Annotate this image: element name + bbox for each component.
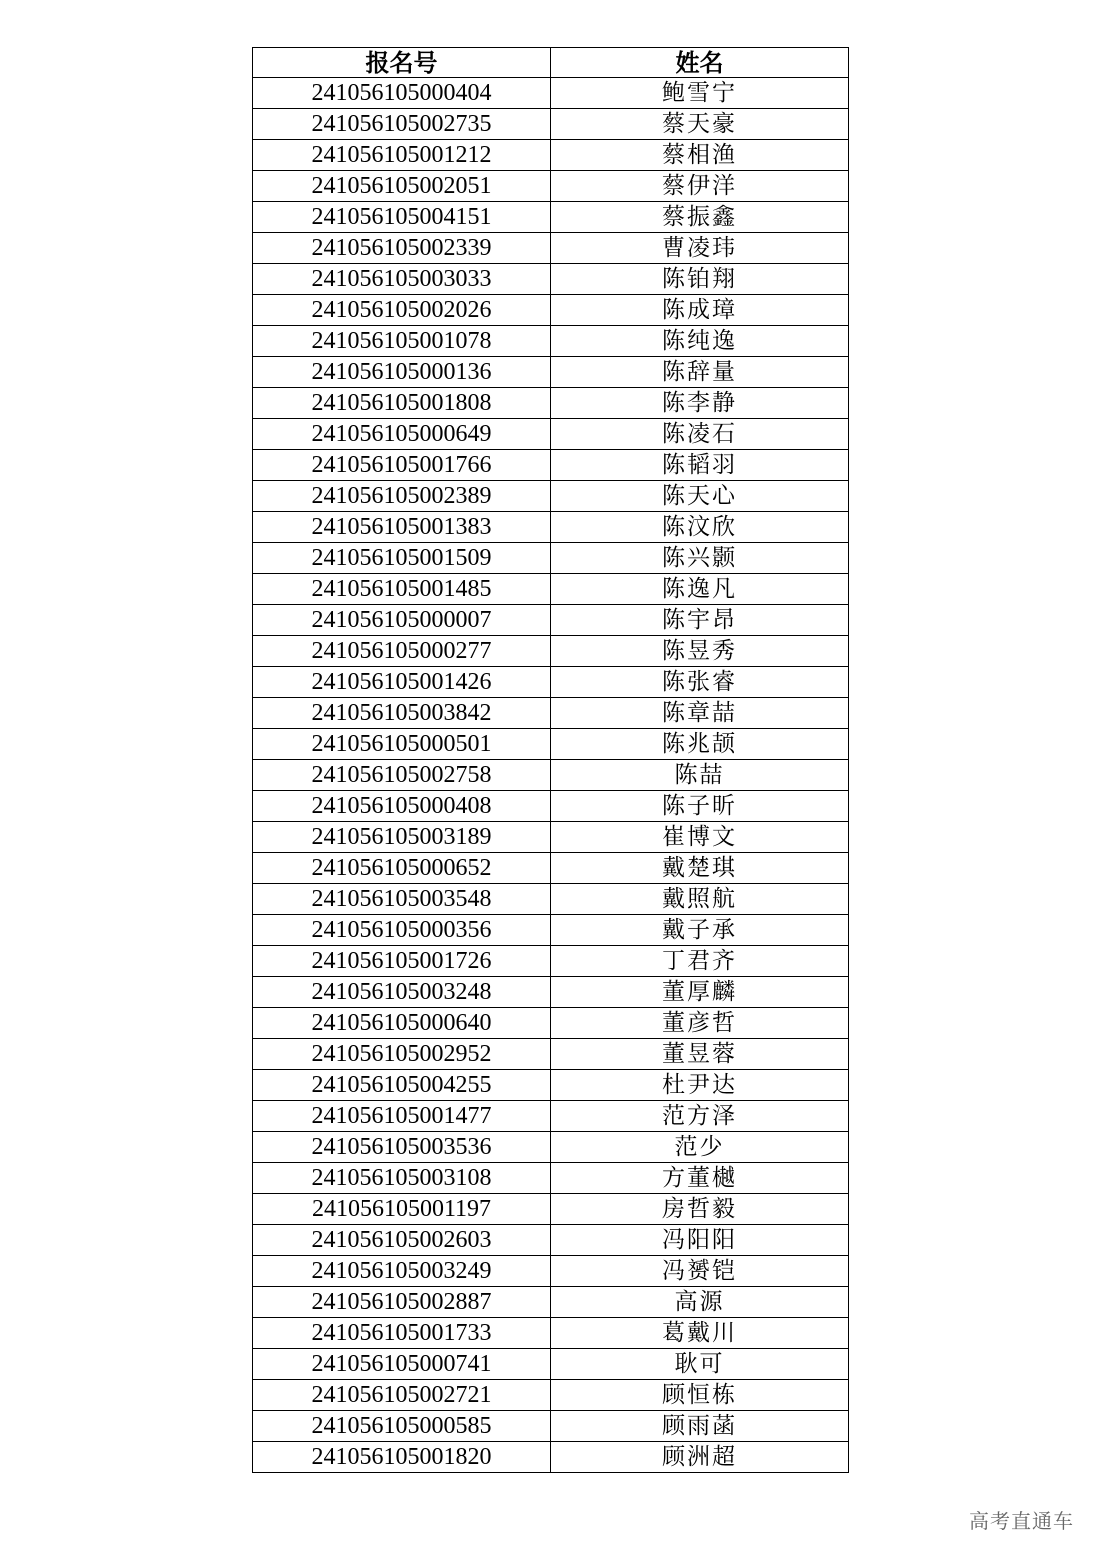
name-cell: 陈喆	[551, 760, 849, 791]
registration-number-cell: 241056105001733	[253, 1318, 551, 1349]
name-cell: 陈昱秀	[551, 636, 849, 667]
registration-number-cell: 241056105000652	[253, 853, 551, 884]
registration-number-cell: 241056105001197	[253, 1194, 551, 1225]
table-row	[253, 729, 849, 760]
table-row	[253, 481, 849, 512]
name-cell: 陈兴颢	[551, 543, 849, 574]
table-row	[253, 543, 849, 574]
name-cell: 房哲毅	[551, 1194, 849, 1225]
name-cell: 曹凌玮	[551, 233, 849, 264]
name-cell: 陈张睿	[551, 667, 849, 698]
registration-number-cell: 241056105001766	[253, 450, 551, 481]
registration-number-cell: 241056105001477	[253, 1101, 551, 1132]
registration-number-cell: 241056105000640	[253, 1008, 551, 1039]
table-row	[253, 1256, 849, 1287]
name-cell: 陈逸凡	[551, 574, 849, 605]
name-cell: 耿可	[551, 1349, 849, 1380]
table-row	[253, 512, 849, 543]
registration-number-cell: 241056105000356	[253, 915, 551, 946]
registration-number-cell: 241056105004151	[253, 202, 551, 233]
roster-table	[252, 47, 849, 1473]
registration-number-cell: 241056105002339	[253, 233, 551, 264]
name-cell: 冯赟铠	[551, 1256, 849, 1287]
registration-number-cell: 241056105002026	[253, 295, 551, 326]
name-cell: 顾洲超	[551, 1442, 849, 1473]
table-header-row	[253, 48, 849, 78]
name-cell: 陈纯逸	[551, 326, 849, 357]
table-row	[253, 140, 849, 171]
table-row	[253, 1008, 849, 1039]
table-row	[253, 760, 849, 791]
name-cell: 崔博文	[551, 822, 849, 853]
table-row	[253, 1318, 849, 1349]
registration-number-cell: 241056105002389	[253, 481, 551, 512]
name-cell: 丁君齐	[551, 946, 849, 977]
table-row	[253, 1380, 849, 1411]
table-row	[253, 326, 849, 357]
registration-number-cell: 241056105001212	[253, 140, 551, 171]
table-row	[253, 1287, 849, 1318]
table-row	[253, 698, 849, 729]
header-registration-number: 报名号	[253, 48, 551, 78]
table-row	[253, 233, 849, 264]
registration-number-cell: 241056105002887	[253, 1287, 551, 1318]
table-row	[253, 1101, 849, 1132]
table-row	[253, 1349, 849, 1380]
table-row	[253, 1225, 849, 1256]
registration-number-cell: 241056105003249	[253, 1256, 551, 1287]
table-row	[253, 1194, 849, 1225]
table-row	[253, 1442, 849, 1473]
registration-number-cell: 241056105001509	[253, 543, 551, 574]
table-row	[253, 1070, 849, 1101]
registration-number-cell: 241056105003033	[253, 264, 551, 295]
table-row	[253, 264, 849, 295]
name-cell: 冯阳阳	[551, 1225, 849, 1256]
table-row	[253, 388, 849, 419]
table-row	[253, 1039, 849, 1070]
name-cell: 陈汶欣	[551, 512, 849, 543]
registration-number-cell: 241056105003108	[253, 1163, 551, 1194]
name-cell: 顾恒栋	[551, 1380, 849, 1411]
table-row	[253, 667, 849, 698]
table-row	[253, 357, 849, 388]
table-row	[253, 1163, 849, 1194]
table-row	[253, 171, 849, 202]
registration-number-cell: 241056105002721	[253, 1380, 551, 1411]
name-cell: 戴楚琪	[551, 853, 849, 884]
registration-number-cell: 241056105000501	[253, 729, 551, 760]
registration-number-cell: 241056105000585	[253, 1411, 551, 1442]
registration-number-cell: 241056105000404	[253, 78, 551, 109]
registration-number-cell: 241056105000649	[253, 419, 551, 450]
name-cell: 陈韬羽	[551, 450, 849, 481]
name-cell: 戴子承	[551, 915, 849, 946]
name-cell: 蔡伊洋	[551, 171, 849, 202]
registration-number-cell: 241056105002758	[253, 760, 551, 791]
header-name: 姓名	[551, 48, 849, 78]
table-row	[253, 1411, 849, 1442]
name-cell: 鲍雪宁	[551, 78, 849, 109]
name-cell: 陈李静	[551, 388, 849, 419]
registration-number-cell: 241056105002051	[253, 171, 551, 202]
table-row	[253, 450, 849, 481]
registration-number-cell: 241056105003842	[253, 698, 551, 729]
name-cell: 陈宇昂	[551, 605, 849, 636]
table-row	[253, 109, 849, 140]
registration-number-cell: 241056105000007	[253, 605, 551, 636]
name-cell: 陈铂翔	[551, 264, 849, 295]
table-row	[253, 884, 849, 915]
name-cell: 董彦哲	[551, 1008, 849, 1039]
table-row	[253, 1132, 849, 1163]
name-cell: 董昱蓉	[551, 1039, 849, 1070]
name-cell: 范方泽	[551, 1101, 849, 1132]
registration-number-cell: 241056105002735	[253, 109, 551, 140]
registration-number-cell: 241056105001426	[253, 667, 551, 698]
table-row	[253, 636, 849, 667]
registration-number-cell: 241056105001383	[253, 512, 551, 543]
name-cell: 戴照航	[551, 884, 849, 915]
table-row	[253, 202, 849, 233]
registration-number-cell: 241056105003536	[253, 1132, 551, 1163]
table-row	[253, 78, 849, 109]
registration-number-cell: 241056105002603	[253, 1225, 551, 1256]
registration-number-cell: 241056105003189	[253, 822, 551, 853]
name-cell: 陈成璋	[551, 295, 849, 326]
registration-number-cell: 241056105000741	[253, 1349, 551, 1380]
registration-number-cell: 241056105003248	[253, 977, 551, 1008]
name-cell: 范少	[551, 1132, 849, 1163]
name-cell: 杜尹达	[551, 1070, 849, 1101]
registration-number-cell: 241056105001808	[253, 388, 551, 419]
name-cell: 陈子昕	[551, 791, 849, 822]
name-cell: 方董樾	[551, 1163, 849, 1194]
table-row	[253, 977, 849, 1008]
name-cell: 蔡相渔	[551, 140, 849, 171]
name-cell: 董厚麟	[551, 977, 849, 1008]
table-row	[253, 295, 849, 326]
registration-number-cell: 241056105001078	[253, 326, 551, 357]
table-row	[253, 791, 849, 822]
registration-number-cell: 241056105000277	[253, 636, 551, 667]
registration-number-cell: 241056105003548	[253, 884, 551, 915]
name-cell: 高源	[551, 1287, 849, 1318]
table-row	[253, 915, 849, 946]
registration-number-cell: 241056105000408	[253, 791, 551, 822]
registration-number-cell: 241056105001820	[253, 1442, 551, 1473]
table-row	[253, 605, 849, 636]
name-cell: 陈凌石	[551, 419, 849, 450]
table-row	[253, 419, 849, 450]
table-row	[253, 853, 849, 884]
name-cell: 顾雨菡	[551, 1411, 849, 1442]
registration-number-cell: 241056105002952	[253, 1039, 551, 1070]
name-cell: 陈辞量	[551, 357, 849, 388]
table-body	[253, 78, 849, 1473]
watermark-text: 高考直通车	[969, 1509, 1074, 1533]
name-cell: 葛戴川	[551, 1318, 849, 1349]
table-row	[253, 822, 849, 853]
registration-number-cell: 241056105004255	[253, 1070, 551, 1101]
name-cell: 陈章喆	[551, 698, 849, 729]
registration-number-cell: 241056105001726	[253, 946, 551, 977]
name-cell: 蔡天豪	[551, 109, 849, 140]
registration-number-cell: 241056105000136	[253, 357, 551, 388]
registration-number-cell: 241056105001485	[253, 574, 551, 605]
name-cell: 陈天心	[551, 481, 849, 512]
name-cell: 陈兆颉	[551, 729, 849, 760]
table-row	[253, 946, 849, 977]
table-row	[253, 574, 849, 605]
name-cell: 蔡振鑫	[551, 202, 849, 233]
